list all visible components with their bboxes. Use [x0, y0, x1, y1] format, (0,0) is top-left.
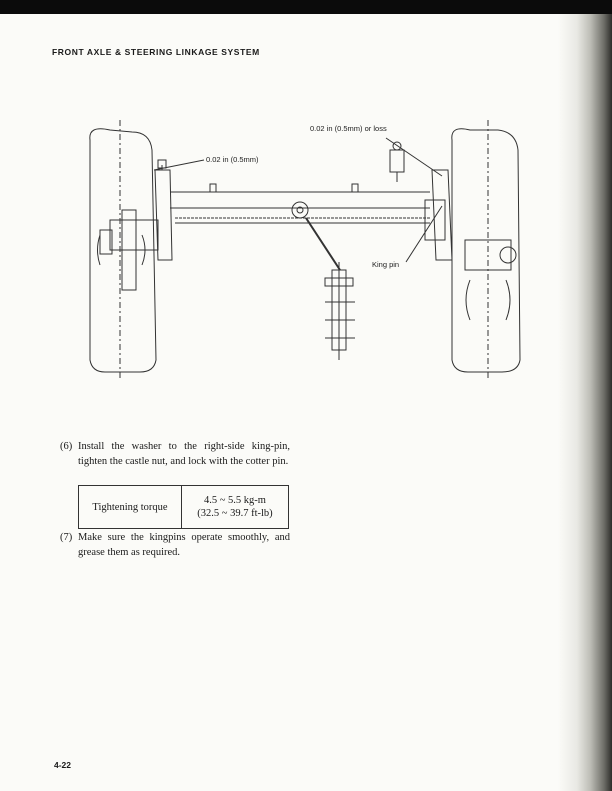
step-number: (6): [60, 441, 73, 452]
right-adjuster: [390, 150, 404, 172]
callout-left-clearance: 0.02 in (0.5mm): [206, 155, 259, 164]
page-number: 4-22: [54, 760, 72, 770]
step-number: (7): [60, 532, 73, 543]
center-pivot: [292, 202, 308, 218]
scan-top-edge: [0, 0, 612, 14]
right-wheel: [452, 129, 520, 372]
left-hub: [110, 220, 158, 250]
axle-drawing: [70, 110, 530, 390]
torque-value-imperial: (32.5 ~ 39.7 ft-lb): [197, 508, 273, 519]
step-text: Install the washer to the right-side king-pin, tighten the castle nut, and lock with the cotter pin.: [78, 441, 290, 467]
front-axle-diagram: [70, 110, 530, 390]
section-header: FRONT AXLE & STEERING LINKAGE SYSTEM: [52, 47, 260, 57]
center-leader: [306, 218, 340, 270]
right-knuckle: [432, 170, 452, 260]
callout-right-clearance: 0.02 in (0.5mm) or loss: [310, 124, 387, 133]
torque-label: Tightening torque: [79, 486, 182, 529]
book-spine-shadow: [558, 8, 612, 791]
torque-value: [182, 486, 289, 529]
torque-spec-table: [78, 485, 289, 529]
right-leader: [386, 138, 442, 176]
callout-kingpin: King pin: [372, 260, 400, 269]
left-knuckle: [155, 170, 172, 260]
kingpin-leader: [406, 206, 442, 262]
torque-value-metric: 4.5 ~ 5.5 kg-m: [204, 495, 266, 506]
step-text: Make sure the kingpins operate smoothly, and grease them as required.: [78, 532, 290, 558]
